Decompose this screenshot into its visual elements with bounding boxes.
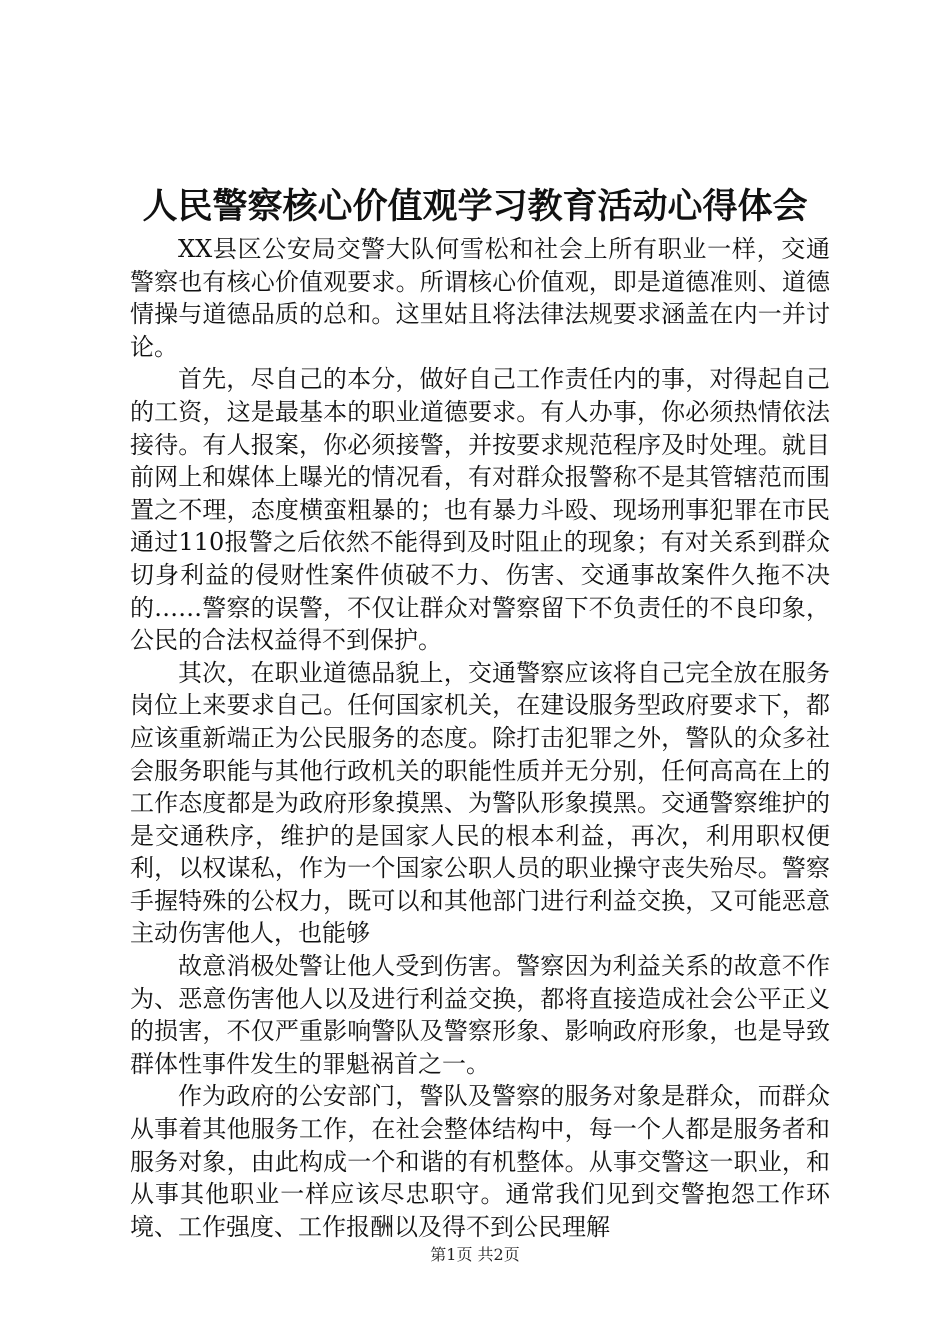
document-title: 人民警察核心价值观学习教育活动心得体会	[142, 186, 808, 227]
paragraph-5: 作为政府的公安部门，警队及警察的服务对象是群众，而群众从事着其他服务工作，在社会整体结构中，每一个人都是服务者和服务对象，由此构成一个和谐的有机整体。从事交警这一职业，和从事其他职业一样应该尽忠职守。通常我们见到交警抱怨工作环境、工作强度、工作报酬以及得不到公民理解	[130, 1082, 830, 1241]
page-number-footer: 第1页 共2页	[430, 1245, 520, 1264]
paragraph-3: 其次，在职业道德品貌上，交通警察应该将自己完全放在服务岗位上来要求自己。任何国家机关，在建设服务型政府要求下，都应该重新端正为公民服务的态度。除打击犯罪之外，警队的众多社会服务职能与其他行政机关的职能性质并无分别，任何高高在上的工作态度都是为政府形象摸黑、为警队形象摸黑。交通警察维护的是交通秩序，维护的是国家人民的根本利益，再次，利用职权便利，以权谋私，作为一个国家公职人员的职业操守丧失殆尽。警察手握特殊的公权力，既可以和其他部门进行利益交换，又可能恶意主动伤害他人，也能够	[130, 658, 830, 948]
paragraph-4: 故意消极处警让他人受到伤害。警察因为利益关系的故意不作为、恶意伤害他人以及进行利益交换，都将直接造成社会公平正义的损害，不仅严重影响警队及警察形象、影响政府形象，也是导致群体性事件发生的罪魁祸首之一。	[130, 952, 830, 1078]
document-body	[130, 233, 830, 1243]
paragraph-2: 首先，尽自己的本分，做好自己工作责任内的事，对得起自己的工资，这是最基本的职业道德要求。有人办事，你必须热情依法接待。有人报案，你必须接警，并按要求规范程序及时处理。就目前网上和媒体上曝光的情况看，有对群众报警称不是其管辖范而围置之不理，态度横蛮粗暴的；也有暴力斗殴、现场刑事犯罪在市民通过110报警之后依然不能得到及时阻止的现象；有对关系到群众切身利益的侵财性案件侦破不力、伤害、交通事故案件久拖不决的……警察的误警，不仅让群众对警察留下不负责任的不良印象，公民的合法权益得不到保护。	[130, 365, 830, 655]
paragraph-1: XX县区公安局交警大队何雪松和社会上所有职业一样，交通警察也有核心价值观要求。所谓核心价值观，即是道德准则、道德情操与道德品质的总和。这里姑且将法律法规要求涵盖在内一并讨论。	[130, 235, 830, 361]
